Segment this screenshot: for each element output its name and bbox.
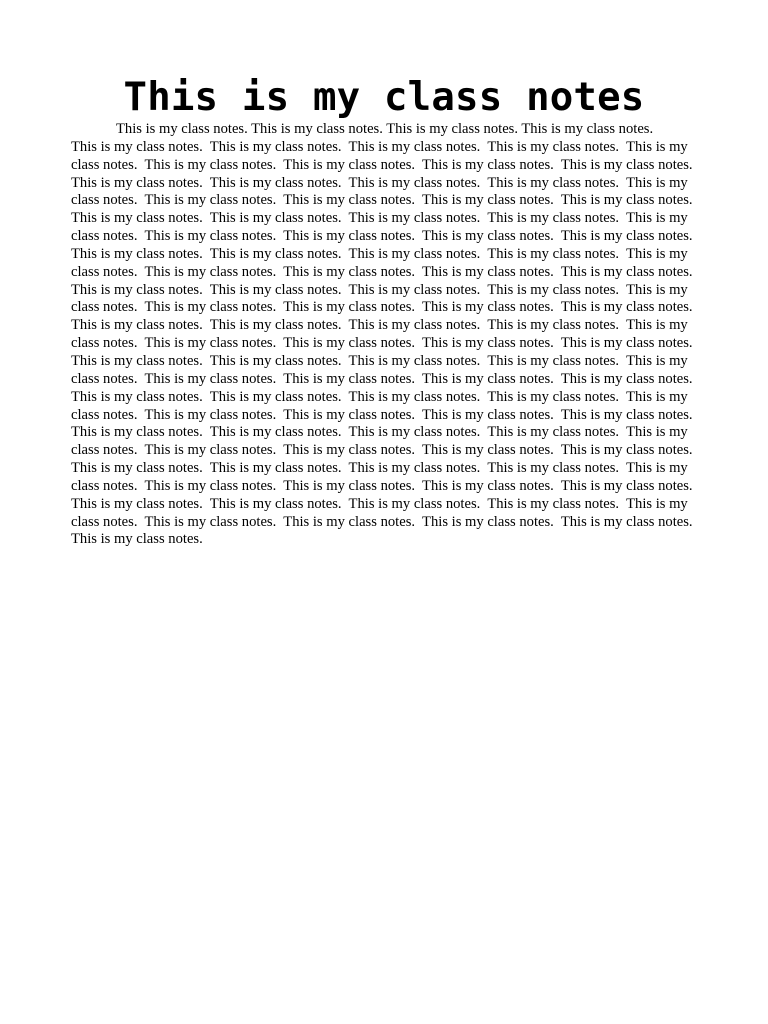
- body-first-line: This is my class notes. This is my class notes. This is my class notes. This is my class notes.: [116, 121, 654, 137]
- document-title: This is my class notes: [123, 75, 645, 120]
- body-paragraph: This is my class notes. This is my class notes. This is my class notes. This is my class notes. This is my class notes. This is my class notes. This is my class notes. This is my class notes. This is my class notes. This is my class notes. This is my class notes. This is my class notes. This is my class notes. This is my class notes. This is my class notes. This is my class notes. This is my class notes. This is my class notes. This is my class notes. This is my class notes. This is my class notes. This is my class notes. This is my class notes. This is my class notes. This is my class notes. This is my class notes. This is my class notes. This is my class notes. This is my class notes. This is my class notes. This is my class notes. This is my class notes. This is my class notes. This is my class notes. This is my class notes. This is my class notes. This is my class notes. This is my class notes. This is my class notes. This is my class notes. This is my class notes. This is my class notes. This is my class notes. This is my class notes. This is my class notes. This is my class notes. This is my class notes. This is my class notes. This is my class notes. This is my class notes. This is my class notes. This is my class notes. This is my class notes. This is my class notes. This is my class notes. This is my class notes. This is my class notes. This is my class notes. This is my class notes. This is my class notes. This is my class notes. This is my class notes. This is my class notes. This is my class notes. This is my class notes. This is my class notes. This is my class notes. This is my class notes. This is my class notes. This is my class notes. This is my class notes. This is my class notes. This is my class notes. This is my class notes. This is my class notes. This is my class notes. This is my class notes. This is my class notes. This is my class notes. This is my class notes. This is my class notes. This is my class notes. This is my class notes. This is my class notes. This is my class notes. This is my class notes. This is my class notes. This is my class notes. This is my class notes. This is my class notes. This is my class notes. This is my class notes. This is my class notes. This is my class notes. This is my class notes. This is my class notes. This is my class notes. This is my class notes. This is my class notes. This is my class notes.: [71, 138, 700, 548]
- document-body: [71, 121, 699, 549]
